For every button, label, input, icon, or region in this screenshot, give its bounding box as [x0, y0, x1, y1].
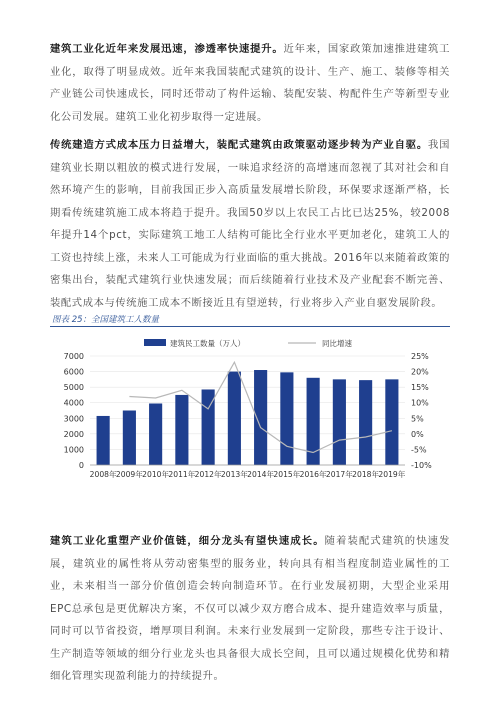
x-tick-label: 2014年	[247, 470, 275, 479]
x-tick-label: 2011年	[168, 470, 196, 479]
legend-line-label: 同比增速	[322, 339, 352, 348]
left-tick-label: 5000	[63, 383, 84, 393]
right-tick-label: 0%	[411, 429, 424, 439]
paragraph-industrialization	[50, 38, 450, 128]
figure-caption: 图表 25：全国建筑工人数量	[52, 315, 160, 325]
x-axis-ticks	[90, 469, 406, 479]
x-tick-label: 2018年	[352, 470, 380, 479]
x-tick-label: 2017年	[325, 470, 353, 479]
left-tick-label: 6000	[63, 367, 84, 377]
bar-2009年	[123, 411, 136, 466]
x-tick-label: 2012年	[194, 470, 222, 479]
bar-2017年	[333, 379, 346, 465]
left-tick-label: 4000	[63, 398, 84, 408]
bar-2013年	[228, 372, 241, 465]
right-tick-label: -5%	[411, 445, 427, 455]
bar-2010年	[149, 403, 162, 465]
paragraph-lead: 传统建造方式成本压力日益增大，装配式建筑由政策驱动逐步转为产业自驱。	[50, 139, 428, 151]
paragraph-value-chain	[50, 530, 450, 688]
left-tick-label: 3000	[63, 414, 84, 424]
x-tick-label: 2013年	[220, 470, 248, 479]
bar-2011年	[175, 395, 188, 465]
paragraph-body: 近年来，国家政策加速推进建筑工业化，取得了明显成效。近年来我国装配式建筑的设计、生产、施工、装修等相关产业链公司快速成长，同时还带动了构件运输、装配安装、构配件生产等新型专业化公司发展。建筑工业化初步取得一定进展。	[50, 43, 451, 123]
paragraph-lead: 建筑工业化近年来发展迅速，渗透率快速提升。	[50, 43, 284, 55]
bar-2008年	[97, 416, 110, 465]
right-tick-label: -10%	[411, 461, 432, 470]
chart-bars	[97, 370, 399, 465]
workers-chart	[40, 334, 460, 484]
left-tick-label: 7000	[63, 352, 84, 361]
right-tick-label: 10%	[411, 398, 429, 408]
right-tick-label: 20%	[411, 367, 429, 377]
chart-gridlines	[90, 356, 405, 449]
bar-2018年	[359, 380, 372, 465]
left-axis-ticks	[64, 352, 84, 470]
x-tick-label: 2016年	[299, 470, 327, 479]
figure-caption-rule	[50, 326, 450, 327]
right-tick-label: 25%	[411, 352, 429, 361]
paragraph-cost-pressure	[50, 134, 450, 314]
chart-legend	[144, 338, 352, 348]
left-tick-label: 2000	[63, 429, 84, 439]
paragraph-lead: 建筑工业化重塑产业价值链，细分龙头有望快速成长。	[50, 535, 325, 547]
x-tick-label: 2019年	[378, 470, 406, 479]
x-tick-label: 2009年	[115, 470, 143, 479]
bar-2015年	[280, 372, 293, 465]
x-tick-label: 2010年	[142, 470, 170, 479]
right-tick-label: 5%	[411, 414, 424, 424]
right-axis-ticks	[411, 352, 432, 470]
paragraph-body: 随着装配式建筑的快速发展，建筑业的属性将从劳动密集型的服务业，转向具有相当程度制造业属性的工业，未来相当一部分价值创造会转向制造环节。在行业发展初期，大型企业采用EPC总承包是更优解决方案，不仅可以减少双方磨合成本、提升建造效率与质量，同时可以节省投资，增厚项目利润。未来行业发展到一定阶段，那些专注于设计、生产制造等领域的细分行业龙头也具备很大成长空间，且可以通过规模化优势和精细化管理实现盈利能力的持续提升。	[50, 535, 450, 682]
x-tick-label: 2015年	[273, 470, 301, 479]
left-tick-label: 0	[78, 461, 84, 470]
legend-bar-label: 建筑民工数量（万人）	[170, 339, 245, 348]
legend-bar-swatch	[144, 339, 166, 346]
bar-2019年	[385, 379, 398, 465]
paragraph-body: 我国建筑业长期以粗放的模式进行发展，一味追求经济的高增速而忽视了其对社会和自然环境产生的影响，目前我国正步入高质量发展增长阶段，环保要求逐渐严格，长期看传统建筑施工成本将趋于提升。我国50岁以上农民工占比已达25%，较2008年提升14个pct，实际建筑工地工人结构可能比全行业水平更加老化，建筑工人的工资也持续上涨，未来人工可能成为行业面临的重大挑战。2016年以来随着政策的密集出台，装配式建筑行业快速发展；而后续随着行业技术及产业配套不断完善、装配式成本与传统施工成本不断接近且有望逆转，行业将步入产业自驱发展阶段。	[50, 139, 450, 309]
left-tick-label: 1000	[63, 445, 84, 455]
x-tick-label: 2008年	[89, 470, 117, 479]
right-tick-label: 15%	[411, 383, 429, 393]
